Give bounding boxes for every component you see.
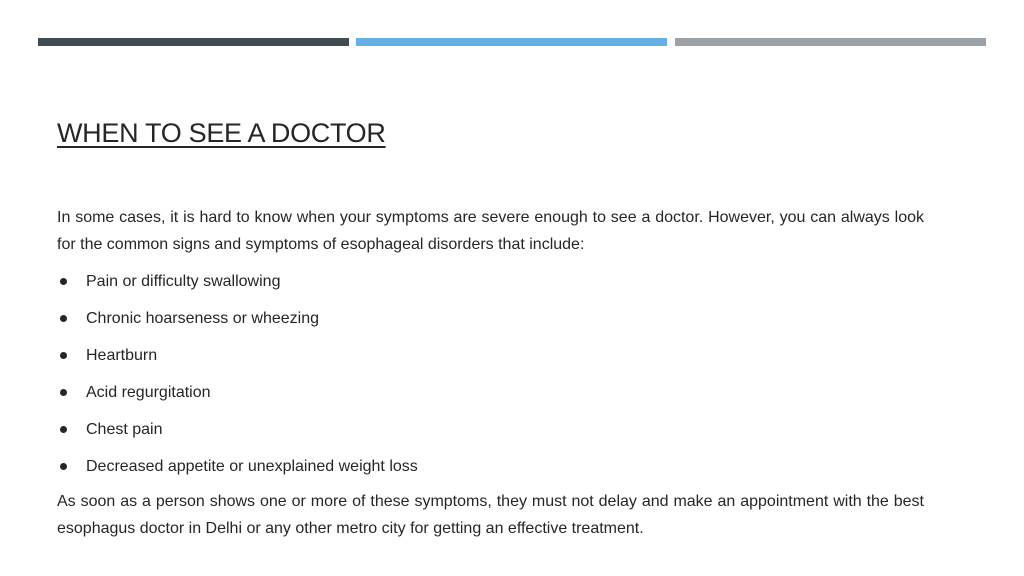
bullet-icon xyxy=(60,426,67,433)
intro-paragraph: In some cases, it is hard to know when your symptoms are severe enough to see a doctor. However, you can always look for the common signs and symptoms of esophageal disorders that include: xyxy=(57,209,924,253)
list-item xyxy=(57,305,924,332)
bullet-icon xyxy=(60,463,67,470)
slide-body xyxy=(57,204,924,542)
list-item-text: Acid regurgitation xyxy=(86,384,211,401)
bullet-icon xyxy=(60,389,67,396)
decoration-bar-dark xyxy=(38,38,349,46)
bullet-icon xyxy=(60,278,67,285)
list-item-text: Heartburn xyxy=(86,347,158,364)
decoration-bar-blue xyxy=(356,38,667,46)
list-item-text: Decreased appetite or unexplained weight loss xyxy=(86,458,418,475)
list-item-text: Pain or difficulty swallowing xyxy=(86,273,281,290)
list-item xyxy=(57,379,924,406)
decoration-bar-gray xyxy=(675,38,986,46)
conclusion-paragraph: As soon as a person shows one or more of these symptoms, they must not delay and make an appointment with the best esophagus doctor in Delhi or any other metro city for getting an effective treatment. xyxy=(57,493,924,537)
bullet-icon xyxy=(60,315,67,322)
bullet-icon xyxy=(60,352,67,359)
list-item-text: Chest pain xyxy=(86,421,163,438)
list-item xyxy=(57,268,924,295)
header-decoration-bars xyxy=(38,38,986,46)
slide-title: WHEN TO SEE A DOCTOR xyxy=(57,118,386,148)
list-item xyxy=(57,453,924,480)
list-item xyxy=(57,342,924,369)
list-item-text: Chronic hoarseness or wheezing xyxy=(86,310,320,327)
list-item xyxy=(57,416,924,443)
symptom-list xyxy=(57,268,924,480)
